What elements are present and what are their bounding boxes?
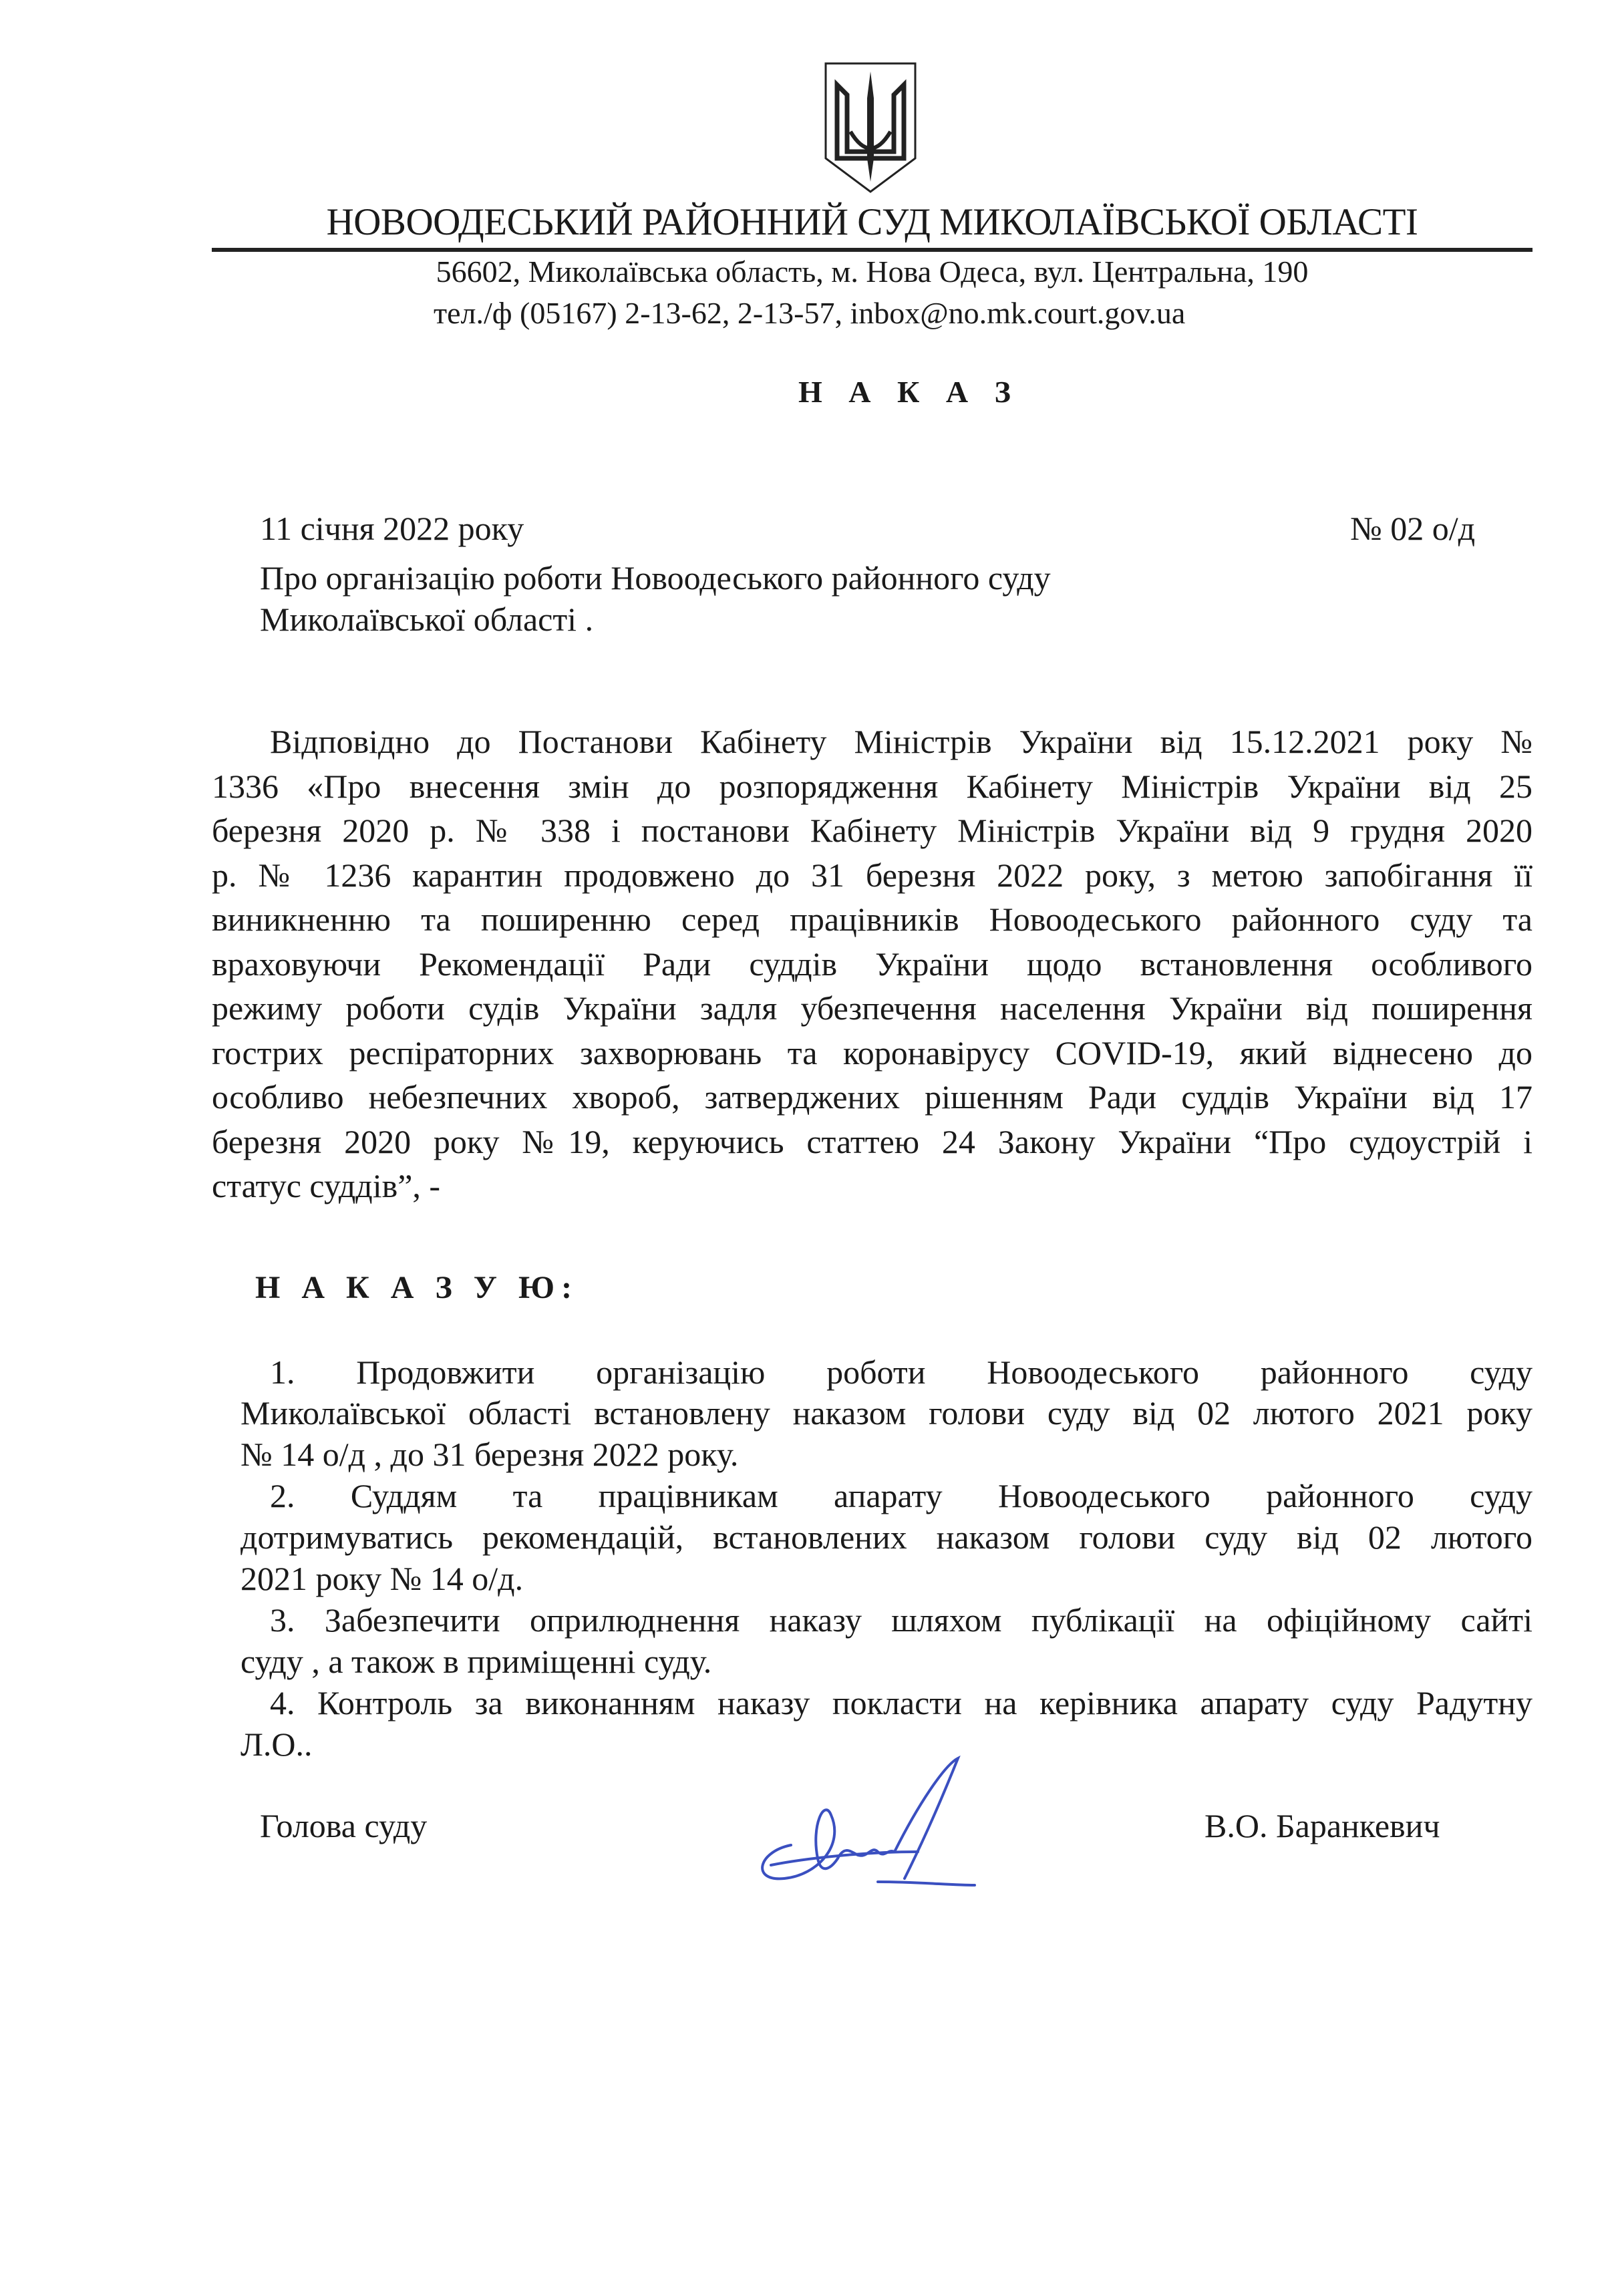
order-item-4-line: 4. Контроль за виконанням наказу покласти на керівника апарату суду Радутну — [270, 1684, 1533, 1721]
preamble-line: 1336 «Про внесення змін до розпорядження Кабінету Міністрів України від 25 — [212, 767, 1533, 805]
order-item-2-line: дотримуватись рекомендацій, встановлених наказом голови суду від 02 лютого — [240, 1518, 1533, 1556]
preamble-line: р. № 1236 карантин продовжено до 31 березня 2022 року, з метою запобігання її — [212, 856, 1533, 894]
order-item-1-line: Миколаївської області встановлену наказом голови суду від 02 лютого 2021 року — [240, 1394, 1533, 1432]
order-item-4-line: Л.О.. — [240, 1726, 313, 1763]
preamble-line: режиму роботи судів України задля убезпечення населення України від поширення — [212, 989, 1533, 1027]
order-item-3-line: 3. Забезпечити оприлюднення наказу шляхом публікації на офіційному сайті — [270, 1601, 1533, 1639]
preamble-line: березня 2020 р. № 338 і постанови Кабінету Міністрів України від 9 грудня 2020 — [212, 812, 1533, 849]
order-item-1-line: 1. Продовжити організацію роботи Новоодеського районного суду — [270, 1353, 1533, 1391]
signatory-position: Голова суду — [260, 1807, 428, 1844]
signatory-name: В.О. Баранкевич — [1204, 1807, 1440, 1844]
coat-of-arms-emblem — [820, 58, 921, 193]
order-number: № 02 о/д — [1350, 510, 1476, 547]
preamble-line: особливо небезпечних хвороб, затверджених рішенням Ради суддів України від 17 — [212, 1078, 1533, 1116]
handwritten-signature — [744, 1752, 1000, 1905]
order-item-2-line: 2. Суддям та працівникам апарату Новоодеського районного суду — [270, 1477, 1533, 1514]
preamble-line: Відповідно до Постанови Кабінету Міністрів України від 15.12.2021 року № — [270, 723, 1533, 760]
court-name-title: НОВООДЕСЬКИЙ РАЙОННИЙ СУД МИКОЛАЇВСЬКОЇ ОБЛАСТІ — [326, 201, 1418, 243]
preamble-line: враховуючи Рекомендації Ради суддів України щодо встановлення особливого — [212, 945, 1533, 983]
order-date: 11 січня 2022 року — [260, 510, 524, 547]
order-item-3-line: суду , а також в приміщенні суду. — [240, 1643, 712, 1680]
document-type-heading: Н А К А З — [798, 375, 1020, 409]
preamble-line: виникненню та поширенню серед працівників Новоодеського районного суду та — [212, 900, 1533, 938]
court-contacts: тел./ф (05167) 2-13-62, 2-13-57, inbox@no.mk.court.gov.ua — [434, 296, 1186, 330]
preamble-line: гострих респіраторних захворювань та коронавірусу COVID-19, який віднесено до — [212, 1033, 1533, 1072]
preamble-line: березня 2020 року №19, керуючись статтею 24 Закону України “Про судоустрій і — [212, 1122, 1533, 1160]
preamble-line: статус суддів”, - — [212, 1167, 441, 1204]
order-item-2-line: 2021 року № 14 о/д. — [240, 1560, 524, 1597]
order-item-1-line: № 14 о/д , до 31 березня 2022 року. — [240, 1436, 739, 1473]
court-address: 56602, Миколаївська область, м. Нова Одеса, вул. Центральна, 190 — [436, 255, 1309, 289]
order-subject-line: Миколаївської області . — [260, 601, 594, 638]
header-divider — [212, 248, 1533, 252]
order-directive-heading: Н А К А З У Ю: — [255, 1270, 579, 1305]
order-subject-line: Про організацію роботи Новоодеського районного суду — [260, 559, 1051, 597]
